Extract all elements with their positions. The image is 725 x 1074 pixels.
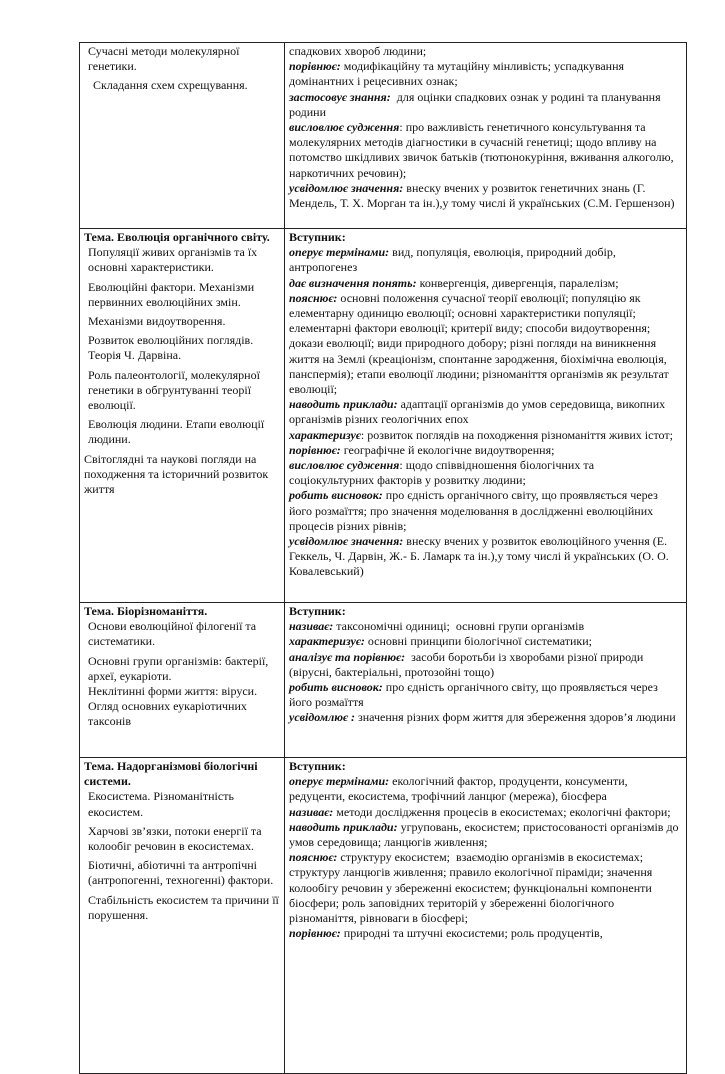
outcome-keyword: характеризує: <box>289 634 365 649</box>
outcome-text: структуру екосистем; взаємодію організмів в екосистемах; структуру ланцюгів живлення; правило екологічної піраміди; значення колообігу речовин у збереженні екосистем; функціональні компоненти біосфери; роль заповідних територій у збереженні біологічного різноманіття, рівноваги в біосфері; <box>289 850 656 926</box>
curriculum-table-body <box>80 43 687 1074</box>
topic-subitem: Еволюційні фактори. Механізми первинних еволюційних змін. <box>88 279 255 309</box>
outcome-text: адаптації організмів до умов середовища, викопних організмів різних геологічних епох <box>289 397 669 427</box>
outcome-paragraph <box>289 181 682 211</box>
outcome-text: основні принципи біологічної систематики; <box>364 634 593 649</box>
outcome-keyword: порівнює: <box>289 59 341 74</box>
outcomes-cell <box>285 43 687 229</box>
topic-subitem: Світоглядні та наукові погляди на походження та історичний розвиток життя <box>84 451 269 497</box>
topic-subitem: Харчові зв’язки, потоки енергії та колообіг речовин в екосистемах. <box>88 823 262 854</box>
outcome-text: основні положення сучасної теорії еволюції; популяцію як елементарну одиницю еволюції; основні характеристики популяції; елементарні фактори еволюції; критерії виду; способи видоутворення; докази еволюції; види природного добору; різні погляди на виникнення життя на Землі (креаціонізм, спонтанне зародження, біохімічна еволюція, панспермія); етапи еволюції людини; різноманіття організмів як результат еволюції; <box>289 290 672 397</box>
outcome-keyword: робить висновок: <box>289 488 383 503</box>
outcome-paragraph <box>289 90 682 120</box>
outcome-keyword: наводить приклади: <box>289 397 398 412</box>
outcome-paragraph <box>289 850 682 926</box>
outcome-keyword: усвідомлює значення: <box>289 534 404 549</box>
outcome-keyword: висловлює судження <box>289 458 400 473</box>
topic-cell <box>80 43 285 229</box>
outcome-keyword: дає визначення понять: <box>289 275 417 290</box>
outcome-keyword: пояснює: <box>289 290 338 305</box>
outcome-keyword: усвідомлює : <box>289 710 355 725</box>
outcome-keyword: аналізує та порівнює: <box>289 649 406 664</box>
topic-subitem: Основні групи організмів: бактерії, археї, еукаріоти. <box>88 653 269 683</box>
outcome-keyword: порівнює: <box>289 442 341 457</box>
outcomes-cell <box>285 758 687 1074</box>
outcome-keyword: називає: <box>289 619 334 634</box>
topic-cell <box>80 758 285 1074</box>
outcomes-cell <box>285 229 687 603</box>
outcome-text: природні та штучні екосистеми; роль продуцентів, <box>340 926 603 941</box>
outcome-paragraph <box>289 59 682 89</box>
topic-title: Тема. Надорганізмові біологічні системи. <box>84 759 258 789</box>
outcome-paragraph <box>289 634 682 649</box>
outcome-paragraph <box>289 680 682 710</box>
topic-subitem: Біотичні, абіотичні та антропічні (антропогенні, техногенні) фактори. <box>88 858 274 888</box>
outcome-text: угруповань, екосистем; пристосованості організмів до умов середовища; ланцюгів живлення; <box>289 819 682 850</box>
outcome-paragraph <box>289 428 682 443</box>
table-row <box>80 758 687 1074</box>
topic-subitem: Популяції живих організмів та їх основні характеристики. <box>88 245 258 275</box>
topic-subitem: Огляд основних еукаріотичних таксонів <box>88 699 247 729</box>
topic-subitem: Еволюція людини. Етапи еволюції людини. <box>88 417 265 447</box>
outcome-paragraph <box>289 820 682 850</box>
outcome-text: : розвиток поглядів на походження різноманіття живих істот; <box>360 427 673 442</box>
outcome-text: модифікаційну та мутаційну мінливість; успадкування домінантних і рецесивних ознак; <box>289 59 628 89</box>
outcome-text: конвергенція, дивергенція, паралелізм; <box>416 275 619 290</box>
outcome-keyword: наводить приклади: <box>289 819 398 834</box>
outcome-text: про єдність органічного світу, що проявляється через його розмаїття <box>289 680 661 710</box>
outcome-text: про єдність органічного світу, що проявляється через його розмаїття; про значення моделювання в дослідженні еволюційних процесів різних рівнів; <box>289 488 661 533</box>
topic-cell <box>80 603 285 758</box>
topic-title: Тема. Еволюція органічного світу. <box>84 230 270 244</box>
outcome-paragraph <box>289 534 682 580</box>
outcome-paragraph <box>289 276 682 291</box>
outcome-keyword: оперує термінами: <box>289 245 390 260</box>
outcome-keyword: висловлює судження <box>289 120 400 135</box>
outcomes-cell <box>285 603 687 758</box>
outcome-text: засоби боротьби із хворобами різної природи (вірусні, бактеріальні, протозойні тощо) <box>289 649 647 679</box>
topic-subitem: Стабільність екосистем та причини її порушення. <box>88 892 279 922</box>
outcome-paragraph <box>289 397 682 427</box>
outcome-paragraph <box>289 245 682 275</box>
outcome-text: внеску вчених у розвиток генетичних знань (Г. Мендель, Т. Х. Морган та ін.),у тому числі й українських (С.М. Гершензон) <box>289 180 675 211</box>
topic-subitem: Неклітинні форми життя: віруси. <box>88 684 258 699</box>
topic-title: Тема. Біорізноманіття. <box>84 604 208 618</box>
applicant-label: Вступник: <box>289 230 346 244</box>
outcome-paragraph <box>289 458 682 488</box>
outcome-text: : про важливість генетичного консультування та молекулярних методів діагностики в сучасній генетиці; щодо впливу на потомство шкідливих звичок батьків (тютюнокуріння, вживання алкоголю, наркотичних речовин); <box>289 120 677 180</box>
outcome-text: значення різних форм життя для збереження здоров’я людини <box>354 710 676 725</box>
outcome-paragraph <box>289 619 682 634</box>
outcome-keyword: порівнює: <box>289 926 341 941</box>
topic-subitem: Основи еволюційної філогенії та систематики. <box>88 619 257 649</box>
outcome-text: внеску вчених у розвиток еволюційного учення (Е. Геккель, Ч. Дарвін, Ж.- Б. Ламарк та ін.),у тому числі й українських (О. О. Ковалевський) <box>289 534 672 579</box>
table-row <box>80 229 687 603</box>
applicant-label: Вступник: <box>289 604 346 618</box>
outcome-keyword: застосовує знання: <box>289 89 391 104</box>
outcome-keyword: усвідомлює значення: <box>289 180 404 195</box>
outcome-text: методи дослідження процесів в екосистемах; екологічні фактори; <box>333 804 671 819</box>
topic-subitem: Механізми видоутворення. <box>88 314 226 329</box>
outcome-text: таксономічні одиниці; основні групи організмів <box>333 619 585 634</box>
topic-subitem: Роль палеонтології, молекулярної генетики в обгрунтуванні теорії еволюції. <box>88 367 260 413</box>
outcome-paragraph <box>289 488 682 534</box>
outcome-paragraph <box>289 291 682 397</box>
outcome-keyword: називає: <box>289 804 334 819</box>
topic-subitem: Складання схем схрещування. <box>93 78 248 93</box>
outcome-paragraph <box>289 650 682 680</box>
outcome-text: : щодо співвідношення біологічних та соціокультурних факторів у розвитку людини; <box>289 458 598 488</box>
outcome-paragraph <box>289 443 682 458</box>
topic-subitem: Розвиток еволюційних поглядів. Теорія Ч. Дарвіна. <box>88 333 254 363</box>
outcome-paragraph <box>289 44 682 59</box>
outcome-paragraph <box>289 120 682 181</box>
outcome-keyword: пояснює: <box>289 850 338 865</box>
outcome-keyword: оперує термінами: <box>289 774 390 789</box>
outcome-paragraph <box>289 926 682 941</box>
topic-subitem: Сучасні методи молекулярної генетики. <box>88 44 240 74</box>
outcome-keyword: робить висновок: <box>289 680 383 695</box>
outcome-text: вид, популяція, еволюція, природний добір, антропогенез <box>289 245 619 275</box>
topic-cell <box>80 229 285 603</box>
outcome-paragraph <box>289 805 682 820</box>
outcome-text: географічне й екологічне видоутворення; <box>340 442 555 457</box>
outcome-text: для оцінки спадкових ознак у родині та планування родини <box>289 89 664 119</box>
curriculum-table <box>79 42 687 1074</box>
applicant-label: Вступник: <box>289 759 346 773</box>
outcome-text: спадкових хвороб людини; <box>289 44 427 58</box>
table-row <box>80 603 687 758</box>
topic-subitem: Екосистема. Різноманітність екосистем. <box>88 789 234 819</box>
outcome-paragraph <box>289 710 682 725</box>
outcome-text: екологічний фактор, продуценти, консументи, редуценти, екосистема, трофічний ланцюг (мережа), біосфера <box>289 774 631 804</box>
outcome-keyword: характеризує <box>289 427 361 442</box>
outcome-paragraph <box>289 774 682 804</box>
table-row <box>80 43 687 229</box>
